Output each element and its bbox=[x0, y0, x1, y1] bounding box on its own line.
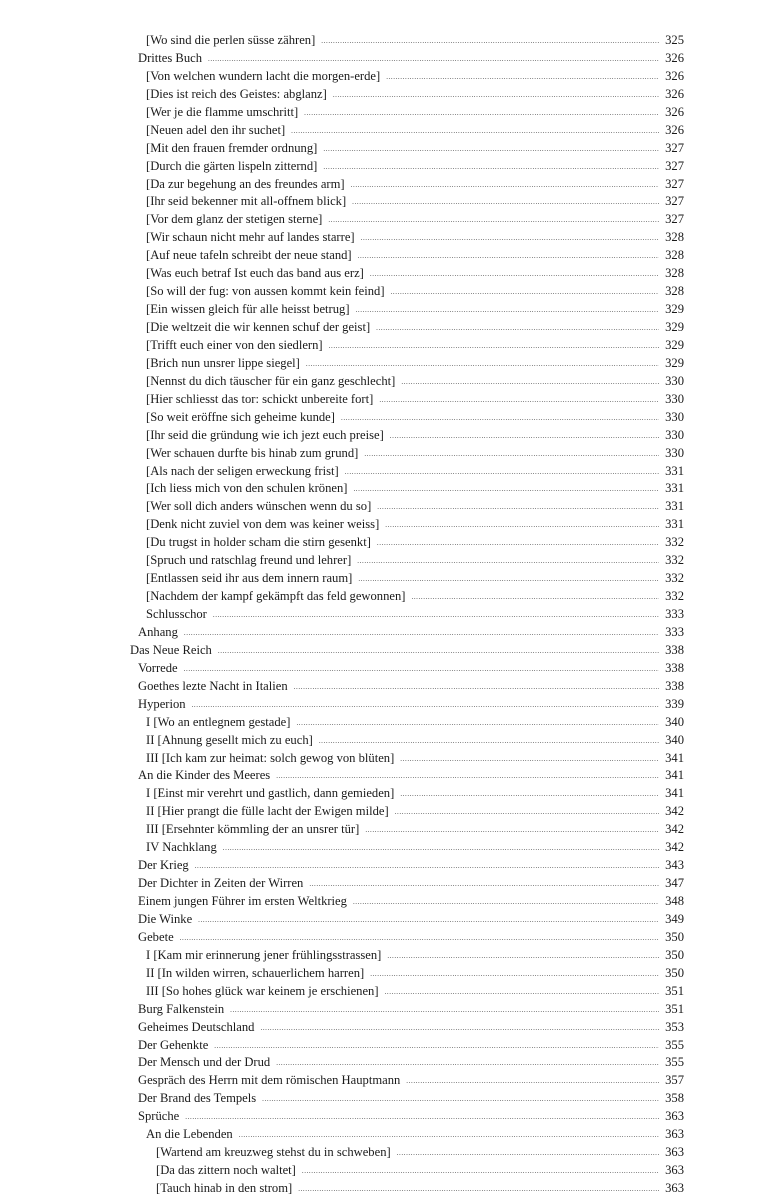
dot-leader bbox=[345, 464, 659, 482]
toc-entry bbox=[0, 391, 770, 409]
toc-entry bbox=[0, 678, 770, 696]
toc-entry-title: [Auf neue tafeln schreibt der neue stand] bbox=[146, 248, 352, 263]
toc-entry-page: 341 bbox=[665, 786, 684, 801]
dot-leader bbox=[370, 266, 659, 284]
toc-entry bbox=[0, 498, 770, 516]
toc-entry bbox=[0, 86, 770, 104]
toc-entry-page: 363 bbox=[665, 1181, 684, 1195]
toc-entry-title: I [Einst mir verehrt und gastlich, dann gemieden] bbox=[146, 786, 395, 801]
toc-entry bbox=[0, 247, 770, 265]
toc-entry-page: 340 bbox=[665, 732, 684, 747]
toc-entry-title: Der Dichter in Zeiten der Wirren bbox=[138, 876, 304, 891]
toc-entry-page: 355 bbox=[665, 1055, 684, 1070]
toc-entry bbox=[0, 570, 770, 588]
dot-leader bbox=[321, 33, 659, 51]
toc-entry-title: Das Neue Reich bbox=[130, 642, 212, 657]
dot-leader bbox=[397, 1145, 659, 1163]
dot-leader bbox=[262, 1091, 659, 1109]
toc-entry-page: 351 bbox=[665, 1001, 684, 1016]
toc-entry-page: 328 bbox=[665, 284, 684, 299]
dot-leader bbox=[323, 159, 659, 177]
toc-entry bbox=[0, 301, 770, 319]
toc-entry-page: 342 bbox=[665, 822, 684, 837]
toc-entry bbox=[0, 624, 770, 642]
toc-entry-title: [Dies ist reich des Geistes: abglanz] bbox=[146, 86, 327, 101]
toc-entry bbox=[0, 193, 770, 211]
toc-entry-page: 333 bbox=[665, 607, 684, 621]
toc-entry-title: Der Brand des Tempels bbox=[138, 1091, 257, 1106]
toc-entry-page: 363 bbox=[665, 1163, 684, 1178]
dot-leader bbox=[361, 230, 659, 248]
toc-entry-title: I [Kam mir erinnerung jener frühlingsstrassen] bbox=[146, 947, 382, 962]
toc-entry-page: 342 bbox=[665, 804, 684, 819]
toc-entry-page: 343 bbox=[665, 858, 684, 873]
dot-leader bbox=[195, 858, 659, 876]
toc-entry-page: 328 bbox=[665, 266, 684, 281]
toc-entry bbox=[0, 158, 770, 176]
toc-entry-page: 331 bbox=[665, 463, 684, 478]
toc-entry bbox=[0, 534, 770, 552]
toc-entry-title: III [Ersehnter kömmling der an unsrer tür] bbox=[146, 822, 360, 837]
toc-entry bbox=[0, 68, 770, 86]
dot-leader bbox=[302, 1163, 659, 1181]
toc-entry-page: 330 bbox=[665, 391, 684, 406]
toc-entry bbox=[0, 463, 770, 481]
toc-entry-page: 326 bbox=[665, 122, 684, 137]
toc-entry bbox=[0, 947, 770, 965]
toc-entry-page: 355 bbox=[665, 1037, 684, 1052]
toc-entry-title: [Da zur begehung an des freundes arm] bbox=[146, 176, 345, 191]
toc-entry-title: [Da das zittern noch waltet] bbox=[156, 1163, 296, 1178]
toc-entry bbox=[0, 1054, 770, 1072]
dot-leader bbox=[377, 535, 659, 553]
toc-entry bbox=[0, 176, 770, 194]
toc-entry bbox=[0, 893, 770, 911]
dot-leader bbox=[223, 840, 659, 858]
toc-entry-page: 338 bbox=[665, 642, 684, 657]
dot-leader bbox=[387, 948, 659, 966]
dot-leader bbox=[358, 571, 659, 589]
toc-entry bbox=[0, 803, 770, 821]
dot-leader bbox=[391, 284, 659, 302]
toc-entry-title: [Ein wissen gleich für alle heisst betrug] bbox=[146, 302, 350, 317]
toc-entry-title: [Als nach der seligen erweckung frist] bbox=[146, 463, 339, 478]
dot-leader bbox=[341, 410, 659, 428]
toc-entry-page: 340 bbox=[665, 714, 684, 729]
dot-leader bbox=[276, 768, 659, 786]
toc-entry-page: 348 bbox=[665, 894, 684, 908]
toc-entry-page: 351 bbox=[665, 983, 684, 998]
toc-entry-page: 326 bbox=[665, 104, 684, 119]
toc-entry bbox=[0, 337, 770, 355]
dot-leader bbox=[298, 1181, 659, 1199]
toc-entry bbox=[0, 1180, 770, 1198]
toc-entry-title: [Die weltzeit die wir kennen schuf der geist] bbox=[146, 320, 371, 334]
dot-leader bbox=[385, 517, 659, 535]
dot-leader bbox=[180, 930, 659, 948]
dot-leader bbox=[379, 392, 659, 410]
toc-entry-page: 329 bbox=[665, 337, 684, 352]
toc-entry bbox=[0, 929, 770, 947]
toc-entry-page: 332 bbox=[665, 589, 684, 604]
toc-entry-title: [Wer je die flamme umschritt] bbox=[146, 104, 299, 119]
toc-entry bbox=[0, 427, 770, 445]
toc-entry bbox=[0, 911, 770, 929]
toc-entry-title: [Du trugst in holder scham die stirn gesenkt] bbox=[146, 535, 371, 550]
dot-leader bbox=[358, 248, 659, 266]
toc-entry-title: Drittes Buch bbox=[138, 50, 203, 65]
toc-entry-page: 330 bbox=[665, 445, 684, 460]
toc-entry bbox=[0, 480, 770, 498]
toc-entry-title: [Nennst du dich täuscher für ein ganz geschlecht] bbox=[146, 373, 396, 388]
dot-leader bbox=[351, 177, 659, 195]
toc-entry bbox=[0, 732, 770, 750]
toc-entry-title: Geheimes Deutschland bbox=[138, 1019, 255, 1034]
dot-leader bbox=[370, 966, 659, 984]
toc-entry-page: 350 bbox=[665, 929, 684, 944]
dot-leader bbox=[376, 320, 659, 338]
toc-entry-title: [Wo sind die perlen süsse zähren] bbox=[146, 33, 316, 47]
toc-entry-title: [Wir schaun nicht mehr auf landes starre] bbox=[146, 230, 355, 245]
dot-leader bbox=[185, 1109, 659, 1127]
toc-entry-title: II [Hier prangt die fülle lacht der Ewigen milde] bbox=[146, 804, 389, 819]
toc-entry-page: 350 bbox=[665, 965, 684, 980]
dot-leader bbox=[400, 751, 659, 769]
toc-entry bbox=[0, 767, 770, 785]
toc-entry bbox=[0, 355, 770, 373]
dot-leader bbox=[296, 715, 659, 733]
toc-entry-title: Die Winke bbox=[138, 911, 193, 926]
dot-leader bbox=[333, 87, 659, 105]
dot-leader bbox=[294, 679, 659, 697]
dot-leader bbox=[411, 589, 659, 607]
toc-entry bbox=[0, 1144, 770, 1162]
toc-entry-page: 326 bbox=[665, 86, 684, 101]
toc-entry bbox=[0, 714, 770, 732]
toc-entry bbox=[0, 445, 770, 463]
toc-entry-title: [Ich liess mich von den schulen krönen] bbox=[146, 481, 348, 496]
dot-leader bbox=[406, 1073, 659, 1091]
dot-leader bbox=[323, 141, 659, 159]
toc-entry bbox=[0, 409, 770, 427]
toc-entry-page: 363 bbox=[665, 1145, 684, 1160]
toc-entry-title: Goethes lezte Nacht in Italien bbox=[138, 678, 288, 693]
toc-entry bbox=[0, 104, 770, 122]
toc-entry-title: [Brich nun unsrer lippe siegel] bbox=[146, 355, 300, 370]
toc-entry-title: [Wer soll dich anders wünschen wenn du so] bbox=[146, 499, 372, 514]
toc-entry-title: Einem jungen Führer im ersten Weltkrieg bbox=[138, 894, 347, 908]
toc-entry bbox=[0, 839, 770, 857]
dot-leader bbox=[356, 302, 659, 320]
toc-entry bbox=[0, 1072, 770, 1090]
toc-entry bbox=[0, 140, 770, 158]
toc-entry bbox=[0, 588, 770, 606]
dot-leader bbox=[353, 481, 659, 499]
dot-leader bbox=[377, 499, 659, 517]
dot-leader bbox=[401, 374, 659, 392]
dot-leader bbox=[365, 822, 659, 840]
toc-entry-title: An die Lebenden bbox=[146, 1127, 233, 1142]
dot-leader bbox=[192, 697, 659, 715]
toc-entry bbox=[0, 1108, 770, 1126]
toc-entry-title: I [Wo an entlegnem gestade] bbox=[146, 714, 291, 729]
toc-entry-page: 326 bbox=[665, 50, 684, 65]
toc-entry bbox=[0, 1126, 770, 1144]
toc-entry-title: [Neuen adel den ihr suchet] bbox=[146, 122, 286, 137]
toc-entry bbox=[0, 373, 770, 391]
dot-leader bbox=[291, 123, 659, 141]
dot-leader bbox=[395, 804, 659, 822]
dot-leader bbox=[260, 1020, 659, 1038]
dot-leader bbox=[364, 446, 659, 464]
toc-entry-title: [Mit den frauen fremder ordnung] bbox=[146, 140, 318, 155]
dot-leader bbox=[386, 69, 659, 87]
toc-entry-page: 342 bbox=[665, 840, 684, 855]
toc-entry bbox=[0, 983, 770, 1001]
toc-entry-page: 330 bbox=[665, 373, 684, 388]
toc-entry-page: 328 bbox=[665, 230, 684, 245]
toc-entry-page: 327 bbox=[665, 140, 684, 155]
toc-entry-page: 333 bbox=[665, 624, 684, 639]
toc-entry bbox=[0, 821, 770, 839]
toc-entry-title: [Trifft euch einer von den siedlern] bbox=[146, 337, 323, 352]
toc-entry-title: Sprüche bbox=[138, 1109, 180, 1124]
toc-entry-title: Der Gehenkte bbox=[138, 1037, 209, 1052]
dot-leader bbox=[213, 607, 659, 625]
toc-entry-page: 331 bbox=[665, 481, 684, 496]
table-of-contents bbox=[0, 32, 770, 1198]
toc-entry-title: [Ihr seid die gründung wie ich jezt euch preise] bbox=[146, 427, 384, 442]
toc-entry bbox=[0, 229, 770, 247]
toc-entry-title: [Spruch und ratschlag freund und lehrer] bbox=[146, 553, 352, 568]
toc-entry-page: 327 bbox=[665, 194, 684, 209]
toc-entry bbox=[0, 875, 770, 893]
toc-entry-title: III [Ich kam zur heimat: solch gewog von blüten] bbox=[146, 750, 395, 765]
toc-entry bbox=[0, 32, 770, 50]
toc-entry-title: Der Mensch und der Drud bbox=[138, 1055, 271, 1070]
toc-entry-title: Anhang bbox=[138, 624, 178, 639]
toc-entry-title: [Denk nicht zuviel von dem was keiner weiss] bbox=[146, 517, 380, 532]
toc-entry-page: 339 bbox=[665, 696, 684, 711]
toc-entry-page: 363 bbox=[665, 1127, 684, 1142]
toc-entry-page: 330 bbox=[665, 427, 684, 442]
toc-entry-page: 350 bbox=[665, 947, 684, 962]
dot-leader bbox=[306, 356, 659, 374]
toc-entry-title: Gespräch des Herrn mit dem römischen Hauptmann bbox=[138, 1073, 401, 1088]
toc-entry-page: 327 bbox=[665, 212, 684, 227]
toc-entry-page: 338 bbox=[665, 660, 684, 675]
toc-entry-page: 331 bbox=[665, 517, 684, 532]
toc-entry-page: 326 bbox=[665, 68, 684, 83]
toc-entry-title: [Ihr seid bekenner mit all-offnem blick] bbox=[146, 194, 347, 209]
toc-entry-title: [Wartend am kreuzweg stehst du in schweben] bbox=[156, 1145, 391, 1160]
toc-entry-page: 327 bbox=[665, 176, 684, 191]
dot-leader bbox=[400, 786, 659, 804]
dot-leader bbox=[309, 876, 659, 894]
toc-entry bbox=[0, 857, 770, 875]
toc-entry bbox=[0, 606, 770, 624]
toc-entry-title: Schlusschor bbox=[146, 607, 207, 621]
toc-entry-page: 338 bbox=[665, 678, 684, 693]
toc-entry-title: [Entlassen seid ihr aus dem innern raum] bbox=[146, 571, 353, 586]
toc-entry-title: [Nachdem der kampf gekämpft das feld gewonnen] bbox=[146, 589, 406, 604]
toc-entry bbox=[0, 552, 770, 570]
toc-entry-page: 329 bbox=[665, 320, 684, 334]
toc-entry-title: II [In wilden wirren, schauerlichem harren] bbox=[146, 965, 365, 980]
toc-entry-page: 325 bbox=[665, 33, 684, 47]
toc-entry-page: 353 bbox=[665, 1019, 684, 1034]
toc-entry bbox=[0, 1090, 770, 1108]
toc-entry-title: [Wer schauen durfte bis hinab zum grund] bbox=[146, 445, 359, 460]
dot-leader bbox=[319, 733, 659, 751]
toc-entry bbox=[0, 50, 770, 68]
toc-entry-title: An die Kinder des Meeres bbox=[138, 768, 271, 783]
toc-entry-title: [Vor dem glanz der stetigen sterne] bbox=[146, 212, 323, 227]
toc-entry-page: 341 bbox=[665, 768, 684, 783]
toc-entry-page: 327 bbox=[665, 158, 684, 173]
toc-entry-page: 330 bbox=[665, 409, 684, 424]
toc-entry-title: [Durch die gärten lispeln zitternd] bbox=[146, 158, 318, 173]
dot-leader bbox=[357, 553, 659, 571]
dot-leader bbox=[208, 51, 659, 69]
toc-entry bbox=[0, 660, 770, 678]
toc-entry bbox=[0, 1037, 770, 1055]
toc-entry bbox=[0, 265, 770, 283]
dot-leader bbox=[239, 1127, 659, 1145]
dot-leader bbox=[385, 984, 659, 1002]
dot-leader bbox=[276, 1055, 659, 1073]
toc-entry-page: 332 bbox=[665, 571, 684, 586]
toc-entry-page: 347 bbox=[665, 876, 684, 891]
toc-entry-title: [Von welchen wundern lacht die morgen-erde] bbox=[146, 68, 381, 83]
toc-entry-page: 341 bbox=[665, 750, 684, 765]
toc-entry-title: Burg Falkenstein bbox=[138, 1001, 225, 1016]
dot-leader bbox=[390, 428, 659, 446]
toc-entry-title: IV Nachklang bbox=[146, 840, 217, 855]
toc-entry bbox=[0, 283, 770, 301]
toc-entry-page: 357 bbox=[665, 1073, 684, 1088]
toc-entry bbox=[0, 319, 770, 337]
toc-entry bbox=[0, 750, 770, 768]
toc-entry-page: 328 bbox=[665, 248, 684, 263]
toc-entry-page: 331 bbox=[665, 499, 684, 514]
toc-entry-page: 358 bbox=[665, 1091, 684, 1106]
toc-entry-title: Gebete bbox=[138, 929, 174, 944]
dot-leader bbox=[214, 1038, 659, 1056]
toc-entry-title: [Was euch betraf Ist euch das band aus erz] bbox=[146, 266, 364, 281]
toc-entry-title: Vorrede bbox=[138, 660, 178, 675]
dot-leader bbox=[184, 625, 659, 643]
toc-entry-page: 363 bbox=[665, 1109, 684, 1124]
toc-entry bbox=[0, 1001, 770, 1019]
toc-entry-page: 329 bbox=[665, 355, 684, 370]
toc-entry bbox=[0, 516, 770, 534]
toc-entry-title: II [Ahnung gesellt mich zu euch] bbox=[146, 732, 313, 747]
toc-entry-page: 329 bbox=[665, 302, 684, 317]
dot-leader bbox=[230, 1002, 659, 1020]
dot-leader bbox=[304, 105, 659, 123]
toc-entry-page: 332 bbox=[665, 535, 684, 550]
toc-entry bbox=[0, 1162, 770, 1180]
toc-entry-title: [So weit eröffne sich geheime kunde] bbox=[146, 409, 335, 424]
toc-entry-title: III [So hohes glück war keinem je erschienen] bbox=[146, 983, 379, 998]
dot-leader bbox=[218, 643, 659, 661]
dot-leader bbox=[184, 661, 659, 679]
toc-entry-title: [Hier schliesst das tor: schickt unbereite fort] bbox=[146, 391, 374, 406]
toc-entry-title: Hyperion bbox=[138, 696, 186, 711]
toc-entry-title: [So will der fug: von aussen kommt kein feind] bbox=[146, 284, 385, 299]
toc-entry bbox=[0, 642, 770, 660]
toc-entry bbox=[0, 785, 770, 803]
toc-entry bbox=[0, 696, 770, 714]
toc-entry bbox=[0, 122, 770, 140]
dot-leader bbox=[352, 194, 659, 212]
toc-entry-title: Der Krieg bbox=[138, 858, 189, 873]
dot-leader bbox=[328, 212, 659, 230]
dot-leader bbox=[329, 338, 659, 356]
toc-entry-page: 332 bbox=[665, 553, 684, 568]
toc-entry bbox=[0, 1019, 770, 1037]
toc-entry bbox=[0, 211, 770, 229]
dot-leader bbox=[198, 912, 659, 930]
toc-entry-page: 349 bbox=[665, 911, 684, 926]
dot-leader bbox=[353, 894, 659, 912]
toc-entry bbox=[0, 965, 770, 983]
toc-entry-title: [Tauch hinab in den strom] bbox=[156, 1181, 293, 1195]
